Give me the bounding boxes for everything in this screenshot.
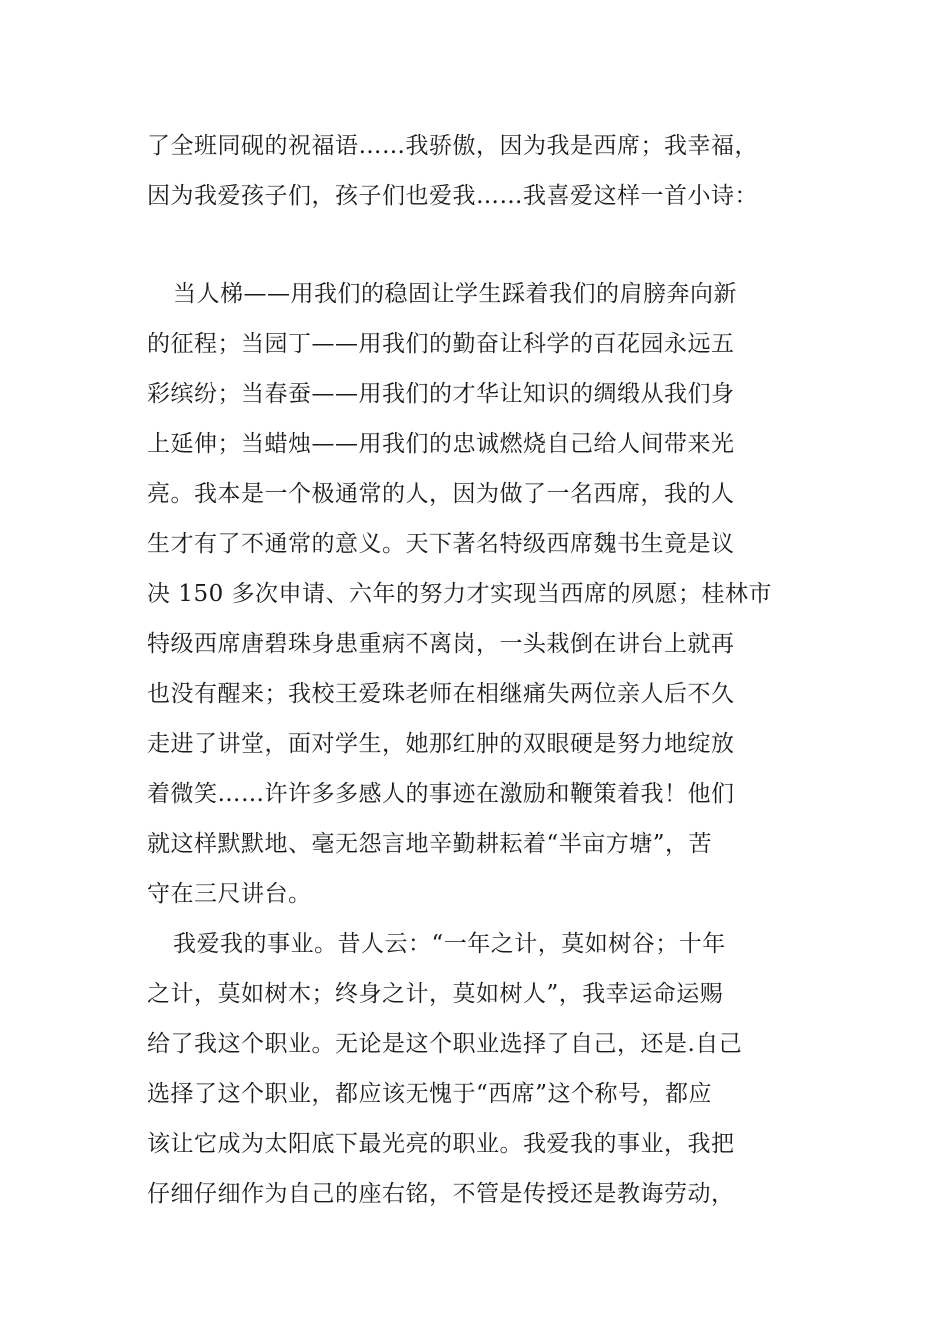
paragraph-poem: [147, 269, 807, 919]
text-line: 我爱我的事业。昔人云：“一年之计，莫如树谷；十年: [173, 931, 726, 957]
text-line: 之计，莫如树木；终身之计，莫如树人”，我幸运命运赐: [147, 981, 724, 1007]
text-line: 给了我这个职业。无论是这个职业选择了自己，还是.自己: [147, 1031, 743, 1057]
text-line: 上延伸；当蜡烛——用我们的忠诚燃烧自己给人间带来光: [147, 431, 735, 457]
text-line: 了全班同砚的祝福语……我骄傲，因为我是西席；我幸福，: [147, 133, 758, 159]
text-line: 生才有了不通常的意义。天下著名特级西席魏书生竟是议: [147, 531, 735, 557]
text-line: 因为我爱孩子们，孩子们也爱我……我喜爱这样一首小诗：: [147, 183, 758, 209]
text-line: 决 150 多次申请、六年的努力才实现当西席的夙愿；桂林市: [147, 581, 773, 607]
text-line: 的征程；当园丁——用我们的勤奋让科学的百花园永远五: [147, 331, 735, 357]
paragraph-career: [147, 919, 807, 1219]
text-line: 选择了这个职业，都应该无愧于“西席”这个称号，都应: [147, 1081, 713, 1107]
text-line: 守在三尺讲台。: [147, 881, 312, 907]
text-line: 就这样默默地、毫无怨言地辛勤耕耘着“半亩方塘”，苦: [147, 831, 713, 857]
text-line: 当人梯——用我们的稳固让学生踩着我们的肩膀奔向新: [173, 281, 737, 307]
text-line: 着微笑……许许多多感人的事迹在激励和鞭策着我！他们: [147, 781, 735, 807]
text-line: 彩缤纷；当春蚕——用我们的才华让知识的绸缎从我们身: [147, 381, 735, 407]
text-line: 该让它成为太阳底下最光亮的职业。我爱我的事业，我把: [147, 1131, 735, 1157]
text-line: 特级西席唐碧珠身患重病不离岗，一头栽倒在讲台上就再: [147, 631, 735, 657]
paragraph-continuation: [147, 121, 807, 221]
text-line: 走进了讲堂，面对学生，她那红肿的双眼硬是努力地绽放: [147, 731, 735, 757]
text-line: 仔细仔细作为自己的座右铭，不管是传授还是教诲劳动，: [147, 1181, 735, 1207]
text-line: 也没有醒来；我校王爱珠老师在相继痛失两位亲人后不久: [147, 681, 735, 707]
text-line: 亮。我本是一个极通常的人，因为做了一名西席，我的人: [147, 481, 735, 507]
